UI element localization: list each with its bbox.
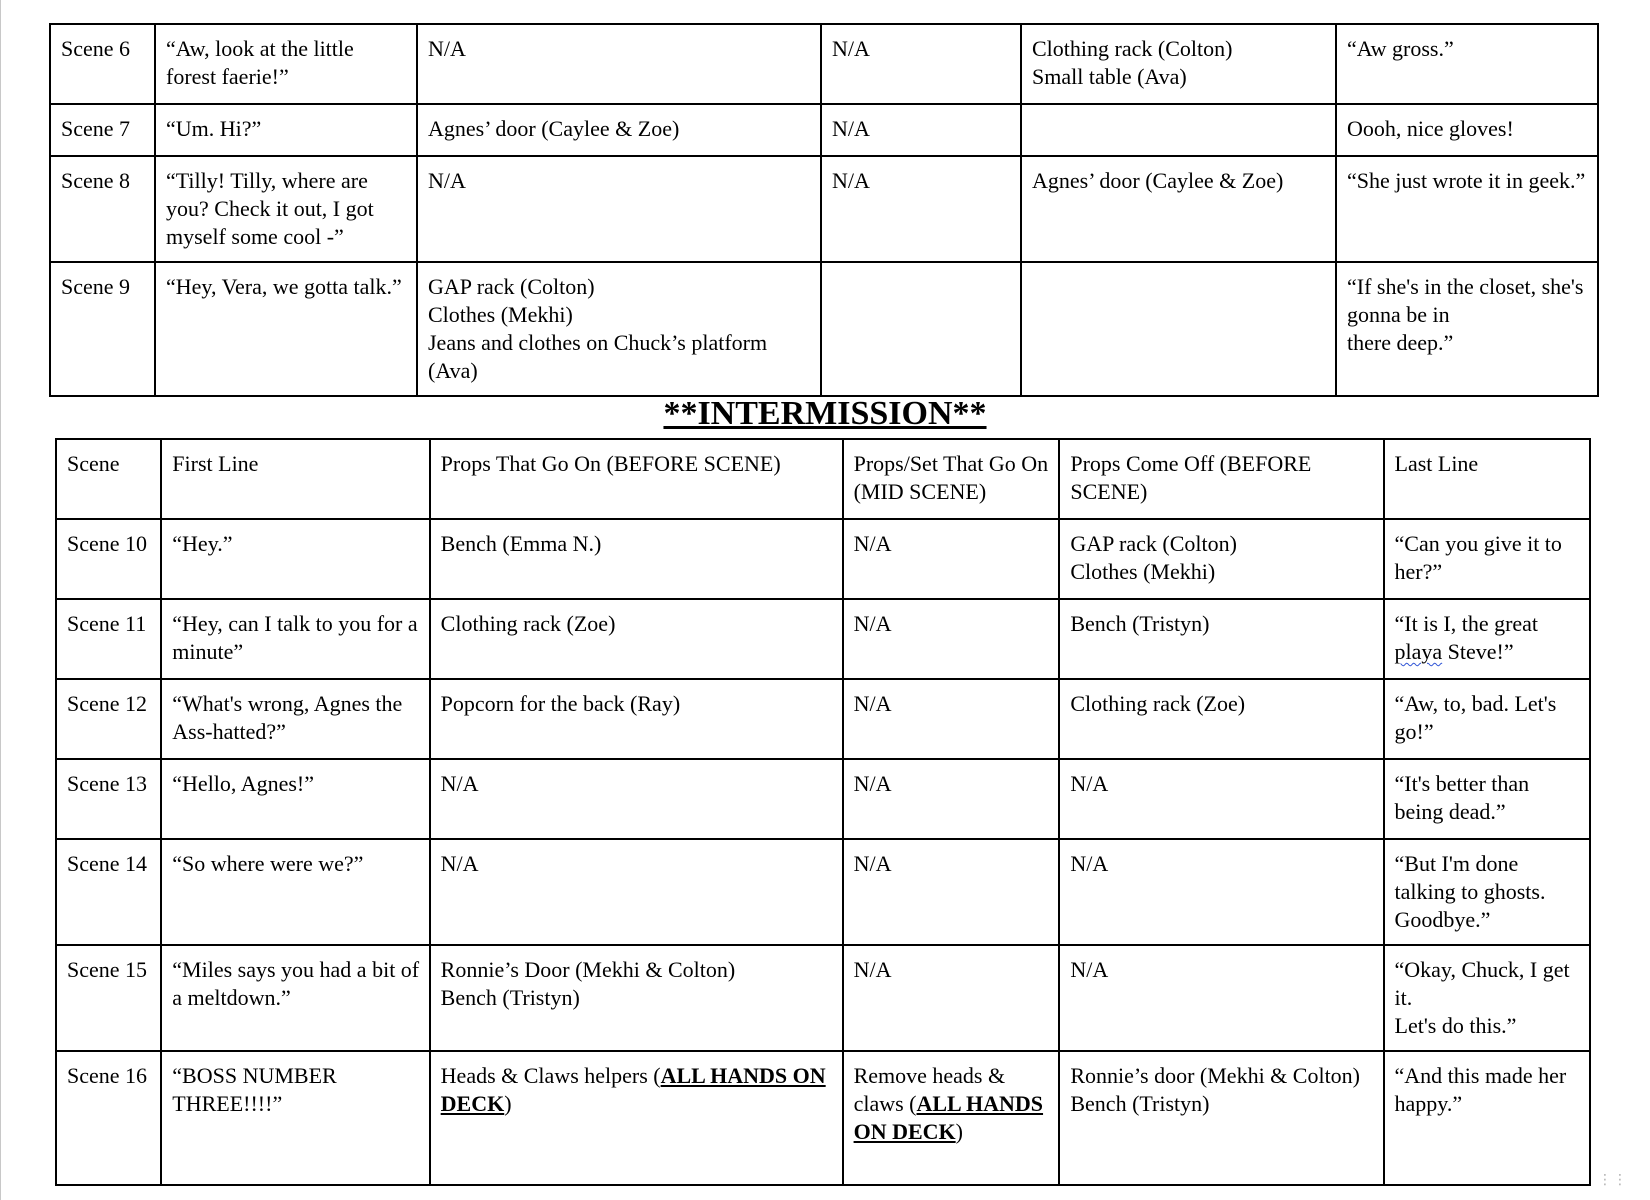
props-on-mid-cell (821, 262, 1021, 396)
last-line-cell: “She just wrote it in geek.” (1336, 156, 1598, 262)
first-line-cell: “BOSS NUMBER THREE!!!!” (161, 1051, 429, 1185)
table-row (50, 104, 1598, 156)
first-line-cell: “Aw, look at the little forest faerie!” (155, 24, 417, 104)
props-on-before-cell: N/A (430, 759, 843, 839)
last-line-text: “It is I, the great (1394, 611, 1539, 636)
props-on-before-cell: Bench (Emma N.) (430, 519, 843, 599)
props-on-mid-cell: N/A (843, 839, 1060, 945)
last-line-cell: “Can you give it to her?” (1384, 519, 1591, 599)
props-on-before-cell: N/A (417, 156, 821, 262)
table-row (56, 519, 1590, 599)
props-text: ) (955, 1119, 963, 1144)
props-off-cell: Clothing rack (Colton) Small table (Ava) (1021, 24, 1336, 104)
first-line-cell: “Hello, Agnes!” (161, 759, 429, 839)
first-line-cell: “Hey, can I talk to you for a minute” (161, 599, 429, 679)
first-line-cell: “Hey, Vera, we gotta talk.” (155, 262, 417, 396)
header-last-line: Last Line (1384, 439, 1591, 519)
scene-cell: Scene 13 (56, 759, 161, 839)
all-hands-callout: ALL HANDS ON DECK (853, 1091, 1044, 1144)
spellcheck-flagged-word[interactable]: playa (1394, 639, 1443, 664)
props-on-mid-cell: N/A (843, 945, 1060, 1051)
table-row (50, 24, 1598, 104)
first-line-cell: “Tilly! Tilly, where are you? Check it out, I got myself some cool -” (155, 156, 417, 262)
last-line-cell: “Aw, to, bad. Let's go!” (1384, 679, 1591, 759)
scene-cell: Scene 9 (50, 262, 155, 396)
last-line-cell: “Okay, Chuck, I get it. Let's do this.” (1384, 945, 1591, 1051)
table-row (50, 262, 1598, 396)
props-off-cell: Ronnie’s door (Mekhi & Colton) Bench (Tristyn) (1059, 1051, 1383, 1185)
cue-table-act2 (55, 438, 1591, 1186)
props-on-before-cell: Agnes’ door (Caylee & Zoe) (417, 104, 821, 156)
scene-cell: Scene 12 (56, 679, 161, 759)
props-on-mid-cell (843, 1051, 1060, 1185)
scene-cell: Scene 15 (56, 945, 161, 1051)
first-line-cell: “What's wrong, Agnes the Ass-hatted?” (161, 679, 429, 759)
props-on-before-cell: Clothing rack (Zoe) (430, 599, 843, 679)
props-on-mid-cell: N/A (821, 24, 1021, 104)
last-line-cell: “It's better than being dead.” (1384, 759, 1591, 839)
scene-cell: Scene 14 (56, 839, 161, 945)
table-row (50, 156, 1598, 262)
header-props-on-before: Props That Go On (BEFORE SCENE) (430, 439, 843, 519)
props-on-before-cell (430, 1051, 843, 1185)
last-line-cell: “If she's in the closet, she's gonna be in there deep.” (1336, 262, 1598, 396)
last-line-cell: “But I'm done talking to ghosts. Goodbye.” (1384, 839, 1591, 945)
header-first-line: First Line (161, 439, 429, 519)
page-left-edge (0, 0, 1, 1200)
props-off-cell: N/A (1059, 759, 1383, 839)
table-row (56, 759, 1590, 839)
scene-cell: Scene 10 (56, 519, 161, 599)
table-row (56, 599, 1590, 679)
props-off-cell: N/A (1059, 839, 1383, 945)
first-line-cell: “Um. Hi?” (155, 104, 417, 156)
header-props-off: Props Come Off (BEFORE SCENE) (1059, 439, 1383, 519)
props-on-before-cell: GAP rack (Colton) Clothes (Mekhi) Jeans and clothes on Chuck’s platform (Ava) (417, 262, 821, 396)
props-on-before-cell: Popcorn for the back (Ray) (430, 679, 843, 759)
resize-grip-icon[interactable]: ⋮⋮ (1598, 1172, 1628, 1188)
props-text: Remove heads & claws ( (853, 1063, 1006, 1116)
props-on-mid-cell: N/A (843, 759, 1060, 839)
table-header-row (56, 439, 1590, 519)
props-on-before-cell: N/A (430, 839, 843, 945)
last-line-cell: “Aw gross.” (1336, 24, 1598, 104)
scene-cell: Scene 11 (56, 599, 161, 679)
props-text: ) (504, 1091, 512, 1116)
props-off-cell (1021, 262, 1336, 396)
table-row (56, 945, 1590, 1051)
first-line-cell: “Hey.” (161, 519, 429, 599)
props-on-mid-cell: N/A (843, 679, 1060, 759)
first-line-cell: “So where were we?” (161, 839, 429, 945)
all-hands-callout: ALL HANDS ON DECK (440, 1063, 826, 1116)
props-off-cell (1021, 104, 1336, 156)
last-line-text: Steve!” (1442, 639, 1514, 664)
last-line-cell: Oooh, nice gloves! (1336, 104, 1598, 156)
props-off-cell: GAP rack (Colton) Clothes (Mekhi) (1059, 519, 1383, 599)
table-row (56, 1051, 1590, 1185)
scene-cell: Scene 16 (56, 1051, 161, 1185)
props-on-mid-cell: N/A (821, 156, 1021, 262)
last-line-cell: “And this made her happy.” (1384, 1051, 1591, 1185)
header-props-on-mid: Props/Set That Go On (MID SCENE) (843, 439, 1060, 519)
props-off-cell: Agnes’ door (Caylee & Zoe) (1021, 156, 1336, 262)
scene-cell: Scene 8 (50, 156, 155, 262)
props-off-cell: Bench (Tristyn) (1059, 599, 1383, 679)
props-on-mid-cell: N/A (843, 599, 1060, 679)
scene-cell: Scene 7 (50, 104, 155, 156)
table-row (56, 839, 1590, 945)
props-on-before-cell: N/A (417, 24, 821, 104)
props-off-cell: N/A (1059, 945, 1383, 1051)
intermission-heading: **INTERMISSION** (663, 395, 987, 432)
table-row (56, 679, 1590, 759)
props-on-mid-cell: N/A (843, 519, 1060, 599)
cue-table-act1 (49, 23, 1599, 397)
props-off-cell: Clothing rack (Zoe) (1059, 679, 1383, 759)
props-text: Heads & Claws helpers ( (440, 1063, 661, 1088)
last-line-cell (1384, 599, 1591, 679)
header-scene: Scene (56, 439, 161, 519)
props-on-mid-cell: N/A (821, 104, 1021, 156)
first-line-cell: “Miles says you had a bit of a meltdown.” (161, 945, 429, 1051)
scene-cell: Scene 6 (50, 24, 155, 104)
props-on-before-cell: Ronnie’s Door (Mekhi & Colton) Bench (Tristyn) (430, 945, 843, 1051)
